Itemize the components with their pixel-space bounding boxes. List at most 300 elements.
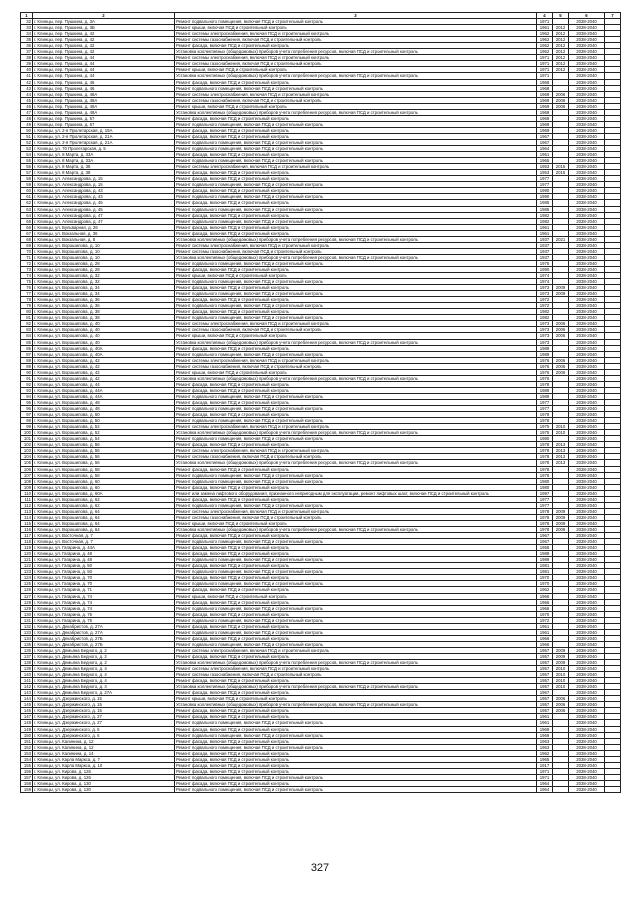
- planned-period-cell: 2038-2040: [569, 575, 605, 581]
- address-cell: г. Клинцы, пер. Пушкина, д. 42: [33, 31, 175, 37]
- row-number-cell: 83: [21, 327, 33, 333]
- planned-period-cell: 2038-2040: [569, 109, 605, 115]
- planned-period-cell: 2038-2040: [569, 139, 605, 145]
- work-type-cell: Ремонт фасада, включая ПСД и строительный контроль: [175, 533, 537, 539]
- address-cell: г. Клинцы, ул. Кирова, д. 126: [33, 768, 175, 774]
- address-cell: г. Клинцы, ул. Дзержинского, д. 27: [33, 714, 175, 720]
- build-year-cell: 1973: [537, 327, 553, 333]
- address-cell: г. Клинцы, ул. Ворошилова, д. 44А: [33, 393, 175, 399]
- build-year-cell: 1961: [537, 25, 553, 31]
- planned-period-cell: 2038-2040: [569, 526, 605, 532]
- address-cell: г. Клинцы, ул. Вокзальная, д. 8: [33, 236, 175, 242]
- address-cell: г. Клинцы, ул. Ворошилова, д. 64: [33, 514, 175, 520]
- build-year-cell: 1962: [537, 37, 553, 43]
- row-number-cell: 51: [21, 133, 33, 139]
- address-cell: г. Клинцы, ул. 2-я Пролетарская, д. 19А: [33, 127, 175, 133]
- planned-period-cell: 2038-2040: [569, 545, 605, 551]
- address-cell: г. Клинцы, ул. Демьяна Бедного, д. 4: [33, 666, 175, 672]
- work-type-cell: Ремонт системы газоснабжения, включая ПСД и строительный контроль: [175, 514, 537, 520]
- planned-period-cell: 2038-2040: [569, 115, 605, 121]
- planned-period-cell: 2038-2040: [569, 357, 605, 363]
- build-year-cell: 1982: [537, 212, 553, 218]
- planned-period-cell: 2038-2040: [569, 484, 605, 490]
- address-cell: г. Клинцы, ул. Бульварная, д. 26: [33, 224, 175, 230]
- planned-period-cell: 2038-2040: [569, 732, 605, 738]
- row-number-cell: 128: [21, 599, 33, 605]
- address-cell: г. Клинцы, ул. Ворошилова, д. 56: [33, 448, 175, 454]
- planned-period-cell: 2038-2040: [569, 133, 605, 139]
- address-cell: г. Клинцы, ул. Ворошилова, д. 58: [33, 466, 175, 472]
- row-number-cell: 109: [21, 484, 33, 490]
- work-type-cell: Ремонт фасада, включая ПСД и строительный контроль: [175, 708, 537, 714]
- planned-period-cell: 2038-2040: [569, 436, 605, 442]
- address-cell: г. Клинцы, ул. Ворошилова, д. 44А: [33, 387, 175, 393]
- work-type-cell: Ремонт системы электроснабжения, включая ПСД и строительный контроль: [175, 508, 537, 514]
- row-number-cell: 137: [21, 653, 33, 659]
- build-year-cell: 1985: [537, 200, 553, 206]
- capital-repair-table: [20, 12, 621, 793]
- planned-period-cell: 2038-2040: [569, 557, 605, 563]
- work-type-cell: Ремонт фасада, включая ПСД и строительный контроль: [175, 285, 537, 291]
- work-type-cell: Ремонт подвального помещения, включая ПСД и строительный контроль: [175, 303, 537, 309]
- address-cell: г. Клинцы, ул. Ворошилова, д. 42: [33, 369, 175, 375]
- planned-period-cell: 2038-2040: [569, 345, 605, 351]
- address-cell: г. Клинцы, ул. 8 Марта, д. 38: [33, 164, 175, 170]
- row-number-cell: 150: [21, 732, 33, 738]
- row-number-cell: 53: [21, 146, 33, 152]
- address-cell: г. Клинцы, пер. Пушкина, д. 48А: [33, 109, 175, 115]
- register-table-sheet: [20, 12, 620, 854]
- work-type-cell: Ремонт фасада, включая ПСД и строительный контроль: [175, 400, 537, 406]
- build-year-cell: 1981: [537, 569, 553, 575]
- build-year-cell: 1969: [537, 109, 553, 115]
- work-type-cell: Ремонт фасада, включая ПСД и строительный контроль: [175, 43, 537, 49]
- work-type-cell: Ремонт крыши, включая ПСД и строительный контроль: [175, 25, 537, 31]
- build-year-cell: 1957: [537, 684, 553, 690]
- address-cell: г. Клинцы, ул. Дзержинского, д. 6: [33, 726, 175, 732]
- address-cell: г. Клинцы, пер. Пушкина, д. 44: [33, 73, 175, 79]
- last-repair-year-cell: 2010: [553, 672, 569, 678]
- row-number-cell: 139: [21, 666, 33, 672]
- address-cell: г. Клинцы, ул. Александрова, д. 45: [33, 206, 175, 212]
- planned-period-cell: 2038-2040: [569, 460, 605, 466]
- work-type-cell: Ремонт фасада, включая ПСД и строительный контроль: [175, 496, 537, 502]
- work-type-cell: Ремонт системы электроснабжения, включая ПСД и строительный контроль: [175, 357, 537, 363]
- planned-period-cell: 2038-2040: [569, 236, 605, 242]
- planned-period-cell: 2038-2040: [569, 635, 605, 641]
- work-type-cell: Ремонт фасада, включая ПСД и строительный контроль: [175, 442, 537, 448]
- address-cell: г. Клинцы, ул. Гагарина, д. 48: [33, 557, 175, 563]
- row-number-cell: 65: [21, 218, 33, 224]
- address-cell: г. Клинцы, ул. Ворошилова, д. 28: [33, 260, 175, 266]
- build-year-cell: 1961: [537, 224, 553, 230]
- row-number-cell: 119: [21, 545, 33, 551]
- row-number-cell: 48: [21, 115, 33, 121]
- work-type-cell: Ремонт фасада, включая ПСД и строительный контроль: [175, 230, 537, 236]
- row-number-cell: 42: [21, 79, 33, 85]
- row-number-cell: 124: [21, 575, 33, 581]
- build-year-cell: 1977: [537, 496, 553, 502]
- work-type-cell: Ремонт системы электроснабжения, включая ПСД и строительный контроль: [175, 424, 537, 430]
- row-number-cell: 123: [21, 569, 33, 575]
- work-type-cell: Ремонт или замена лифтового оборудования, признанного непригодным для эксплуатации, ремонт лифтовых шахт, включая ПСД и строительный контроль: [175, 490, 537, 496]
- address-cell: г. Клинцы, ул. 8 Марта, д. 38: [33, 170, 175, 176]
- row-number-cell: 142: [21, 684, 33, 690]
- address-cell: г. Клинцы, ул. Гагарина, д. 50: [33, 563, 175, 569]
- build-year-cell: 1974: [537, 279, 553, 285]
- planned-period-cell: 2038-2040: [569, 333, 605, 339]
- work-type-cell: Ремонт фасада, включая ПСД и строительный контроль: [175, 551, 537, 557]
- planned-period-cell: 2038-2040: [569, 152, 605, 158]
- build-year-cell: 1973: [537, 291, 553, 297]
- build-year-cell: 1982: [537, 218, 553, 224]
- row-number-cell: 90: [21, 369, 33, 375]
- address-cell: г. Клинцы, ул. Ворошилова, д. 40А: [33, 351, 175, 357]
- row-number-cell: 61: [21, 194, 33, 200]
- planned-period-cell: 2038-2040: [569, 297, 605, 303]
- work-type-cell: Ремонт фасада, включая ПСД и строительный контроль: [175, 170, 537, 176]
- work-type-cell: Ремонт подвального помещения, включая ПСД и строительный контроль: [175, 502, 537, 508]
- build-year-cell: 1982: [537, 309, 553, 315]
- address-cell: г. Клинцы, ул. Ворошилова, д. 32: [33, 279, 175, 285]
- row-number-cell: 99: [21, 424, 33, 430]
- build-year-cell: 1961: [537, 230, 553, 236]
- last-repair-year-cell: 2009: [553, 291, 569, 297]
- build-year-cell: 1973: [537, 285, 553, 291]
- address-cell: г. Клинцы, ул. Дзержинского, д. 15: [33, 702, 175, 708]
- work-type-cell: Ремонт крыши, включая ПСД и строительный контроль: [175, 273, 537, 279]
- build-year-cell: 1977: [537, 182, 553, 188]
- build-year-cell: 1989: [537, 393, 553, 399]
- row-number-cell: 153: [21, 750, 33, 756]
- work-type-cell: Ремонт подвального помещения, включая ПСД и строительный контроль: [175, 418, 537, 424]
- build-year-cell: 1969: [537, 732, 553, 738]
- work-type-cell: Ремонт подвального помещения, включая ПСД и строительный контроль: [175, 218, 537, 224]
- build-year-cell: 1966: [537, 635, 553, 641]
- work-type-cell: Ремонт фасада, включая ПСД и строительный контроль: [175, 780, 537, 786]
- work-type-cell: Установка коллективных (общедомовых) приборов учета потребления ресурсов, включая ПСД и строительный контроль: [175, 702, 537, 708]
- build-year-cell: 1937: [537, 236, 553, 242]
- planned-period-cell: 2038-2040: [569, 472, 605, 478]
- work-type-cell: Ремонт системы газоснабжения, включая ПСД и строительный контроль: [175, 248, 537, 254]
- build-year-cell: 1957: [537, 660, 553, 666]
- work-type-cell: Установка коллективных (общедомовых) приборов учета потребления ресурсов, включая ПСД и строительный контроль: [175, 339, 537, 345]
- build-year-cell: 1957: [537, 678, 553, 684]
- work-type-cell: Ремонт крыши, включая ПСД и строительный контроль: [175, 520, 537, 526]
- row-number-cell: 126: [21, 587, 33, 593]
- address-cell: г. Клинцы, ул. Декабристов, д. 27А: [33, 629, 175, 635]
- row-number-cell: 143: [21, 690, 33, 696]
- row-number-cell: 78: [21, 297, 33, 303]
- build-year-cell: 1937: [537, 248, 553, 254]
- planned-period-cell: 2038-2040: [569, 726, 605, 732]
- row-number-cell: 75: [21, 279, 33, 285]
- row-number-cell: 81: [21, 315, 33, 321]
- work-type-cell: Ремонт фасада, включая ПСД и строительный контроль: [175, 212, 537, 218]
- planned-period-cell: 2038-2040: [569, 248, 605, 254]
- planned-period-cell: 2038-2040: [569, 194, 605, 200]
- last-repair-year-cell: 2009: [553, 653, 569, 659]
- planned-period-cell: 2038-2040: [569, 514, 605, 520]
- work-type-cell: Ремонт подвального помещения, включая ПСД и строительный контроль: [175, 315, 537, 321]
- work-type-cell: Установка коллективных (общедомовых) приборов учета потребления ресурсов, включая ПСД и строительный контроль: [175, 254, 537, 260]
- planned-period-cell: 2038-2040: [569, 260, 605, 266]
- build-year-cell: 1977: [537, 502, 553, 508]
- last-repair-year-cell: 2012: [553, 25, 569, 31]
- address-cell: г. Клинцы, ул. Гагарина, д. 74: [33, 593, 175, 599]
- address-cell: г. Клинцы, ул. 2-я Пролетарская, д. 21А: [33, 139, 175, 145]
- work-type-cell: Ремонт фасада, включая ПСД и строительный контроль: [175, 484, 537, 490]
- planned-period-cell: 2038-2040: [569, 315, 605, 321]
- last-repair-year-cell: 2009: [553, 660, 569, 666]
- last-repair-year-cell: 2006: [553, 97, 569, 103]
- row-number-cell: 141: [21, 678, 33, 684]
- build-year-cell: 1970: [537, 611, 553, 617]
- row-number-cell: 148: [21, 720, 33, 726]
- planned-period-cell: 2038-2040: [569, 738, 605, 744]
- work-type-cell: Ремонт фасада, включая ПСД и строительный контроль: [175, 127, 537, 133]
- last-repair-year-cell: 2009: [553, 520, 569, 526]
- address-cell: г. Клинцы, ул. Ворошилова, д. 28: [33, 266, 175, 272]
- work-type-cell: Ремонт фасада, включая ПСД и строительный контроль: [175, 611, 537, 617]
- planned-period-cell: 2038-2040: [569, 321, 605, 327]
- build-year-cell: 1971: [537, 67, 553, 73]
- planned-period-cell: 2038-2040: [569, 412, 605, 418]
- row-number-cell: 62: [21, 200, 33, 206]
- build-year-cell: 1973: [537, 321, 553, 327]
- work-type-cell: Ремонт подвального помещения, включая ПСД и строительный контроль: [175, 291, 537, 297]
- row-number-cell: 116: [21, 526, 33, 532]
- work-type-cell: Ремонт фасада, включая ПСД и строительный контроль: [175, 152, 537, 158]
- build-year-cell: 1974: [537, 273, 553, 279]
- work-type-cell: Ремонт крыши, включая ПСД и строительный контроль: [175, 333, 537, 339]
- row-number-cell: 39: [21, 61, 33, 67]
- planned-period-cell: 2038-2040: [569, 647, 605, 653]
- build-year-cell: 1917: [537, 762, 553, 768]
- address-cell: г. Клинцы, ул. Ворошилова, д. 34: [33, 291, 175, 297]
- row-number-cell: 80: [21, 309, 33, 315]
- work-type-cell: Ремонт подвального помещения, включая ПСД и строительный контроль: [175, 472, 537, 478]
- build-year-cell: 1978: [537, 508, 553, 514]
- build-year-cell: 1961: [537, 623, 553, 629]
- row-number-cell: 47: [21, 109, 33, 115]
- planned-period-cell: 2038-2040: [569, 158, 605, 164]
- row-number-cell: 122: [21, 563, 33, 569]
- planned-period-cell: 2038-2040: [569, 714, 605, 720]
- build-year-cell: 1977: [537, 176, 553, 182]
- work-type-cell: Ремонт фасада, включая ПСД и строительный контроль: [175, 188, 537, 194]
- work-type-cell: Ремонт фасада, включая ПСД и строительный контроль: [175, 79, 537, 85]
- planned-period-cell: 2038-2040: [569, 502, 605, 508]
- work-type-cell: Ремонт фасада, включая ПСД и строительный контроль: [175, 387, 537, 393]
- address-cell: г. Клинцы, ул. Ворошилова, д. 36: [33, 303, 175, 309]
- work-type-cell: Ремонт подвального помещения, включая ПСД и строительный контроль: [175, 744, 537, 750]
- build-year-cell: 1978: [537, 381, 553, 387]
- work-type-cell: Ремонт фасада, включая ПСД и строительный контроль: [175, 345, 537, 351]
- build-year-cell: 1985: [537, 206, 553, 212]
- row-number-cell: 155: [21, 762, 33, 768]
- build-year-cell: 1978: [537, 514, 553, 520]
- address-cell: г. Клинцы, пер. Пушкина, д. 48А: [33, 97, 175, 103]
- last-repair-year-cell: 2006: [553, 696, 569, 702]
- address-cell: г. Клинцы, ул. Гагарина, д. 75: [33, 611, 175, 617]
- work-type-cell: Ремонт подвального помещения, включая ПСД и строительный контроль: [175, 436, 537, 442]
- row-number-cell: 121: [21, 557, 33, 563]
- work-type-cell: Ремонт системы электроснабжения, включая ПСД и строительный контроль: [175, 666, 537, 672]
- address-cell: г. Клинцы, ул. Гагарина, д. 75: [33, 617, 175, 623]
- build-year-cell: 1980: [537, 436, 553, 442]
- address-cell: г. Клинцы, пер. Пушкина, д. 46: [33, 85, 175, 91]
- address-cell: г. Клинцы, ул. Гагарина, д. 74: [33, 599, 175, 605]
- last-repair-year-cell: 2021: [553, 236, 569, 242]
- work-type-cell: Ремонт крыши, включая ПСД и строительный контроль: [175, 369, 537, 375]
- row-number-cell: 120: [21, 551, 33, 557]
- build-year-cell: 1969: [537, 121, 553, 127]
- row-number-cell: 71: [21, 254, 33, 260]
- build-year-cell: 1973: [537, 333, 553, 339]
- build-year-cell: 1981: [537, 563, 553, 569]
- planned-period-cell: 2038-2040: [569, 49, 605, 55]
- work-type-cell: Ремонт подвального помещения, включая ПСД и строительный контроль: [175, 351, 537, 357]
- work-type-cell: Установка коллективных (общедомовых) приборов учета потребления ресурсов, включая ПСД и строительный контроль: [175, 109, 537, 115]
- row-number-cell: 40: [21, 67, 33, 73]
- build-year-cell: 1965: [537, 756, 553, 762]
- last-repair-year-cell: [553, 787, 569, 793]
- build-year-cell: 1980: [537, 484, 553, 490]
- work-type-cell: Ремонт подвального помещения, включая ПСД и строительный контроль: [175, 557, 537, 563]
- build-year-cell: 1978: [537, 412, 553, 418]
- row-number-cell: 45: [21, 97, 33, 103]
- work-type-cell: Ремонт фасада, включая ПСД и строительный контроль: [175, 176, 537, 182]
- address-cell: г. Клинцы, ул. Ворошилова, д. 62: [33, 496, 175, 502]
- row-number-cell: 135: [21, 641, 33, 647]
- work-type-cell: Ремонт фасада, включая ПСД и строительный контроль: [175, 115, 537, 121]
- row-number-cell: 87: [21, 351, 33, 357]
- build-year-cell: 1971: [537, 61, 553, 67]
- address-cell: г. Клинцы, пер. Пушкина, д. 57: [33, 121, 175, 127]
- address-cell: г. Клинцы, ул. Александрова, д. 15: [33, 176, 175, 182]
- last-repair-year-cell: 2012: [553, 31, 569, 37]
- row-number-cell: 145: [21, 702, 33, 708]
- planned-period-cell: 2038-2040: [569, 787, 605, 793]
- planned-period-cell: 2038-2040: [569, 780, 605, 786]
- address-cell: г. Клинцы, ул. Вокзальная, д. 36: [33, 230, 175, 236]
- last-repair-year-cell: 2009: [553, 514, 569, 520]
- empty-cell: [605, 787, 621, 793]
- planned-period-cell: 2038-2040: [569, 466, 605, 472]
- row-number-cell: 52: [21, 139, 33, 145]
- work-type-cell: Ремонт системы газоснабжения, включая ПСД и строительный контроль: [175, 454, 537, 460]
- last-repair-year-cell: 2006: [553, 708, 569, 714]
- address-cell: г. Клинцы, ул. Ворошилова, д. 42: [33, 375, 175, 381]
- work-type-cell: Ремонт подвального помещения, включая ПСД и строительный контроль: [175, 732, 537, 738]
- planned-period-cell: 2038-2040: [569, 605, 605, 611]
- work-type-cell: Ремонт крыши, включая ПСД и строительный контроль: [175, 67, 537, 73]
- work-type-cell: Ремонт крыши, включая ПСД и строительный контроль: [175, 103, 537, 109]
- row-number-cell: 35: [21, 37, 33, 43]
- planned-period-cell: 2038-2040: [569, 720, 605, 726]
- row-number-cell: 50: [21, 127, 33, 133]
- work-type-cell: Ремонт фасада, включая ПСД и строительный контроль: [175, 381, 537, 387]
- table-row: [21, 787, 621, 793]
- address-cell: г. Клинцы, ул. Ворошилова, д. 44: [33, 381, 175, 387]
- planned-period-cell: 2038-2040: [569, 387, 605, 393]
- address-cell: г. Клинцы, ул. Ворошилова, д. 60: [33, 484, 175, 490]
- build-year-cell: 1964: [537, 787, 553, 793]
- build-year-cell: 1977: [537, 406, 553, 412]
- column-header: 1: [21, 13, 33, 19]
- work-type-cell: Ремонт фасада, включая ПСД и строительный контроль: [175, 575, 537, 581]
- address-cell: г. Клинцы, ул. Ворошилова, д. 52: [33, 424, 175, 430]
- address-cell: г. Клинцы, ул. Кирова, д. 126: [33, 774, 175, 780]
- work-type-cell: Установка коллективных (общедомовых) приборов учета потребления ресурсов, включая ПСД и строительный контроль: [175, 430, 537, 436]
- last-repair-year-cell: 2009: [553, 526, 569, 532]
- last-repair-year-cell: 2013: [553, 460, 569, 466]
- row-number-cell: 125: [21, 581, 33, 587]
- work-type-cell: Ремонт крыши, включая ПСД и строительный контроль: [175, 696, 537, 702]
- build-year-cell: 1967: [537, 690, 553, 696]
- planned-period-cell: 2038-2040: [569, 496, 605, 502]
- build-year-cell: 1978: [537, 442, 553, 448]
- address-cell: г. Клинцы, ул. Гагарина, д. 74: [33, 605, 175, 611]
- planned-period-cell: 2038-2040: [569, 25, 605, 31]
- build-year-cell: 1966: [537, 599, 553, 605]
- row-number-cell: 72: [21, 260, 33, 266]
- row-number-cell: 76: [21, 285, 33, 291]
- address-cell: г. Клинцы, ул. Декабристов, д. 27Б: [33, 641, 175, 647]
- row-number-cell: 157: [21, 774, 33, 780]
- build-year-cell: 1972: [537, 297, 553, 303]
- build-year-cell: 1963: [537, 744, 553, 750]
- build-year-cell: 1964: [537, 146, 553, 152]
- column-header: 4: [537, 13, 553, 19]
- build-year-cell: 1990: [537, 188, 553, 194]
- address-cell: г. Клинцы, ул. Александрова, д. 15: [33, 182, 175, 188]
- build-year-cell: 1975: [537, 424, 553, 430]
- row-number-cell: 129: [21, 605, 33, 611]
- build-year-cell: 1989: [537, 557, 553, 563]
- address-cell: г. Клинцы, ул. Ворошилова, д. 56: [33, 454, 175, 460]
- address-cell: г. Клинцы, ул. Ворошилова, д. 34: [33, 285, 175, 291]
- planned-period-cell: 2038-2040: [569, 593, 605, 599]
- row-number-cell: 84: [21, 333, 33, 339]
- planned-period-cell: 2038-2040: [569, 19, 605, 25]
- build-year-cell: 1962: [537, 587, 553, 593]
- row-number-cell: 127: [21, 593, 33, 599]
- address-cell: г. Клинцы, ул. Карла Маркса, д. 7: [33, 756, 175, 762]
- build-year-cell: 1967: [537, 133, 553, 139]
- work-type-cell: Ремонт подвального помещения, включая ПСД и строительный контроль: [175, 406, 537, 412]
- work-type-cell: Ремонт системы газоснабжения, включая ПСД и строительный контроль: [175, 672, 537, 678]
- build-year-cell: 1990: [537, 266, 553, 272]
- planned-period-cell: 2038-2040: [569, 708, 605, 714]
- planned-period-cell: 2038-2040: [569, 61, 605, 67]
- address-cell: г. Клинцы, пер. Пушкина, д. 44: [33, 55, 175, 61]
- work-type-cell: Ремонт подвального помещения, включая ПСД и строительный контроль: [175, 617, 537, 623]
- last-repair-year-cell: 2012: [553, 55, 569, 61]
- build-year-cell: 1972: [537, 303, 553, 309]
- build-year-cell: 1957: [537, 696, 553, 702]
- planned-period-cell: 2038-2040: [569, 303, 605, 309]
- work-type-cell: Ремонт системы электроснабжения, включая ПСД и строительный контроль: [175, 321, 537, 327]
- build-year-cell: 1970: [537, 575, 553, 581]
- build-year-cell: 1963: [537, 738, 553, 744]
- address-cell: г. Клинцы, пер. Пушкина, д. 42: [33, 37, 175, 43]
- build-year-cell: 1961: [537, 629, 553, 635]
- address-cell: г. Клинцы, ул. Александрова, д. 43: [33, 188, 175, 194]
- column-header: 5: [553, 13, 569, 19]
- last-repair-year-cell: 2012: [553, 37, 569, 43]
